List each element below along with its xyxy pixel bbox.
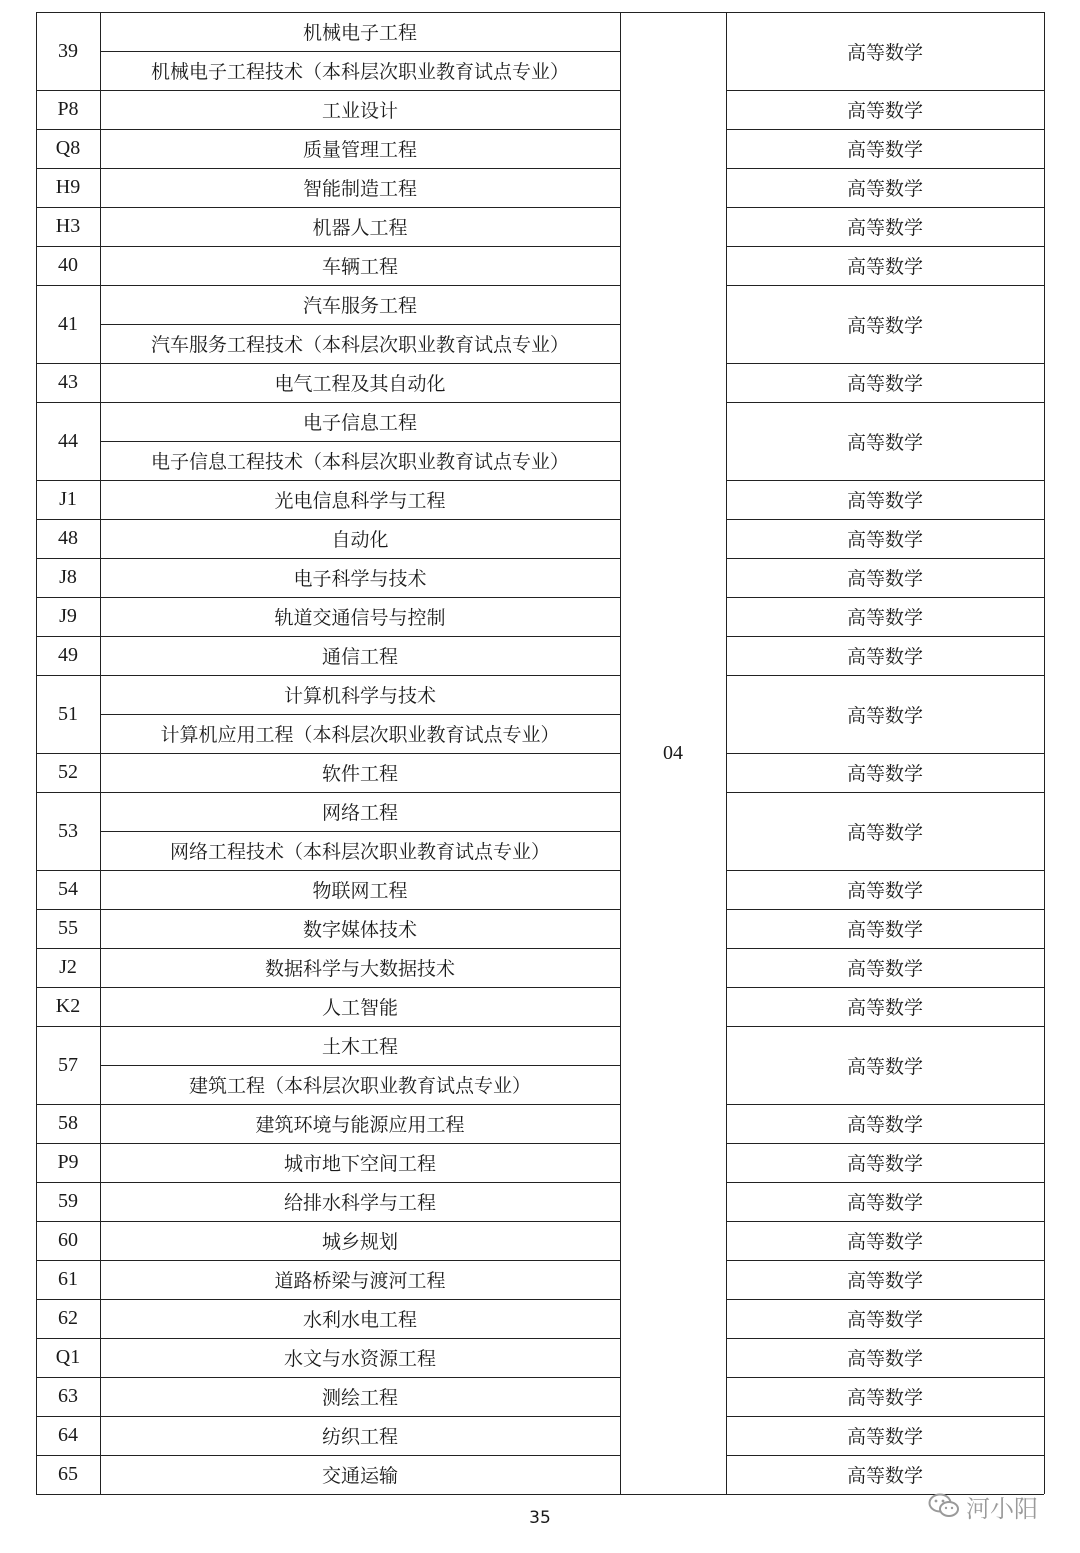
subject-name: 高等数学 [846,1231,923,1253]
row-code: H3 [55,215,81,237]
major-name: 电子信息工程技术（本科层次职业教育试点专业） [150,451,569,473]
major-name: 车辆工程 [321,256,398,278]
row-code: 55 [58,917,78,939]
major-name: 计算机应用工程（本科层次职业教育试点专业） [160,724,560,746]
major-name: 建筑工程（本科层次职业教育试点专业） [188,1075,531,1097]
row-code: J8 [59,566,77,588]
major-divider [100,831,620,832]
wechat-icon [928,1492,960,1520]
row-code: 61 [58,1268,78,1290]
row-code: 63 [58,1385,78,1407]
row-code: J9 [59,605,77,627]
major-name: 电子信息工程 [302,412,417,434]
major-name: 电气工程及其自动化 [274,373,446,395]
major-name: 机械电子工程 [302,22,417,44]
page-number: 35 [529,1508,551,1528]
major-name: 测绘工程 [321,1387,398,1409]
major-divider [100,51,620,52]
row-code: 39 [58,39,78,62]
major-name: 物联网工程 [312,880,408,902]
subject-name: 高等数学 [846,100,923,122]
major-name: 轨道交通信号与控制 [274,607,446,629]
subject-name: 高等数学 [846,1387,923,1409]
watermark-text: 河小阳 [966,1494,1038,1523]
subject-name: 高等数学 [846,646,923,668]
subject-name: 高等数学 [846,997,923,1019]
major-name: 数据科学与大数据技术 [264,958,455,980]
major-name: 机器人工程 [312,217,408,239]
row-code: 65 [58,1463,78,1485]
major-name: 网络工程技术（本科层次职业教育试点专业） [169,841,550,863]
major-subject-table [36,12,1044,1494]
subject-name: 高等数学 [846,1153,923,1175]
subject-name: 高等数学 [846,1348,923,1370]
major-name: 通信工程 [321,646,398,668]
subject-name: 高等数学 [846,139,923,161]
major-name: 质量管理工程 [302,139,417,161]
subject-name: 高等数学 [846,1114,923,1136]
subject-name: 高等数学 [846,1055,923,1078]
row-code: 43 [58,371,78,393]
major-name: 汽车服务工程 [302,295,417,317]
major-name: 纺织工程 [321,1426,398,1448]
subject-name: 高等数学 [846,821,923,844]
subject-name: 高等数学 [846,880,923,902]
row-code: J2 [59,956,77,978]
major-name: 人工智能 [321,997,398,1019]
row-code: 54 [58,878,78,900]
subject-name: 高等数学 [846,704,923,727]
major-divider [100,714,620,715]
major-name: 自动化 [331,529,389,551]
subject-name: 高等数学 [846,314,923,337]
major-name: 城市地下空间工程 [283,1153,436,1175]
subject-name: 高等数学 [846,958,923,980]
major-name: 汽车服务工程技术（本科层次职业教育试点专业） [150,334,569,356]
major-name: 机械电子工程技术（本科层次职业教育试点专业） [150,61,569,83]
major-name: 网络工程 [321,802,398,824]
row-code: K2 [55,995,81,1017]
major-divider [100,324,620,325]
row-code: 62 [58,1307,78,1329]
major-name: 城乡规划 [321,1231,398,1253]
subject-name: 高等数学 [846,373,923,395]
row-code: Q8 [55,137,81,159]
subject-name: 高等数学 [846,41,923,64]
row-code: P9 [57,1151,79,1173]
subject-name: 高等数学 [846,1465,923,1487]
subject-name: 高等数学 [846,431,923,454]
row-code: 59 [58,1190,78,1212]
subject-name: 高等数学 [846,490,923,512]
major-name: 工业设计 [321,100,398,122]
subject-name: 高等数学 [846,763,923,785]
row-code: 57 [58,1053,78,1076]
major-name: 交通运输 [321,1465,398,1487]
major-name: 智能制造工程 [302,178,417,200]
subject-name: 高等数学 [846,1426,923,1448]
subject-name: 高等数学 [846,607,923,629]
subject-name: 高等数学 [846,178,923,200]
table-column-line [1044,12,1045,1494]
row-code: 51 [58,702,78,725]
row-code: 60 [58,1229,78,1251]
subject-name: 高等数学 [846,1309,923,1331]
major-divider [100,1065,620,1066]
row-code: P8 [57,98,79,120]
major-name: 土木工程 [321,1036,398,1058]
row-code: 40 [58,254,78,276]
row-code: 58 [58,1112,78,1134]
major-name: 光电信息科学与工程 [274,490,446,512]
subject-name: 高等数学 [846,256,923,278]
major-divider [100,441,620,442]
major-name: 给排水科学与工程 [283,1192,436,1214]
row-code: 48 [58,527,78,549]
major-name: 数字媒体技术 [302,919,417,941]
major-name: 水利水电工程 [302,1309,417,1331]
row-code: 44 [58,429,78,452]
major-name: 水文与水资源工程 [283,1348,436,1370]
subject-name: 高等数学 [846,529,923,551]
row-code: 64 [58,1424,78,1446]
major-name: 电子科学与技术 [293,568,427,590]
major-name: 计算机科学与技术 [283,685,436,707]
subject-name: 高等数学 [846,217,923,239]
row-code: 52 [58,761,78,783]
exam-code: 04 [663,741,683,764]
subject-name: 高等数学 [846,919,923,941]
major-name: 建筑环境与能源应用工程 [255,1114,465,1136]
row-code: 53 [58,819,78,842]
row-code: H9 [55,176,81,198]
row-code: J1 [59,488,77,510]
row-code: 41 [58,312,78,335]
watermark [928,1486,1058,1526]
row-code: Q1 [55,1346,81,1368]
subject-name: 高等数学 [846,568,923,590]
table-border-bottom [36,1494,1044,1495]
subject-name: 高等数学 [846,1192,923,1214]
row-code: 49 [58,644,78,666]
major-name: 道路桥梁与渡河工程 [274,1270,446,1292]
subject-name: 高等数学 [846,1270,923,1292]
major-name: 软件工程 [321,763,398,785]
